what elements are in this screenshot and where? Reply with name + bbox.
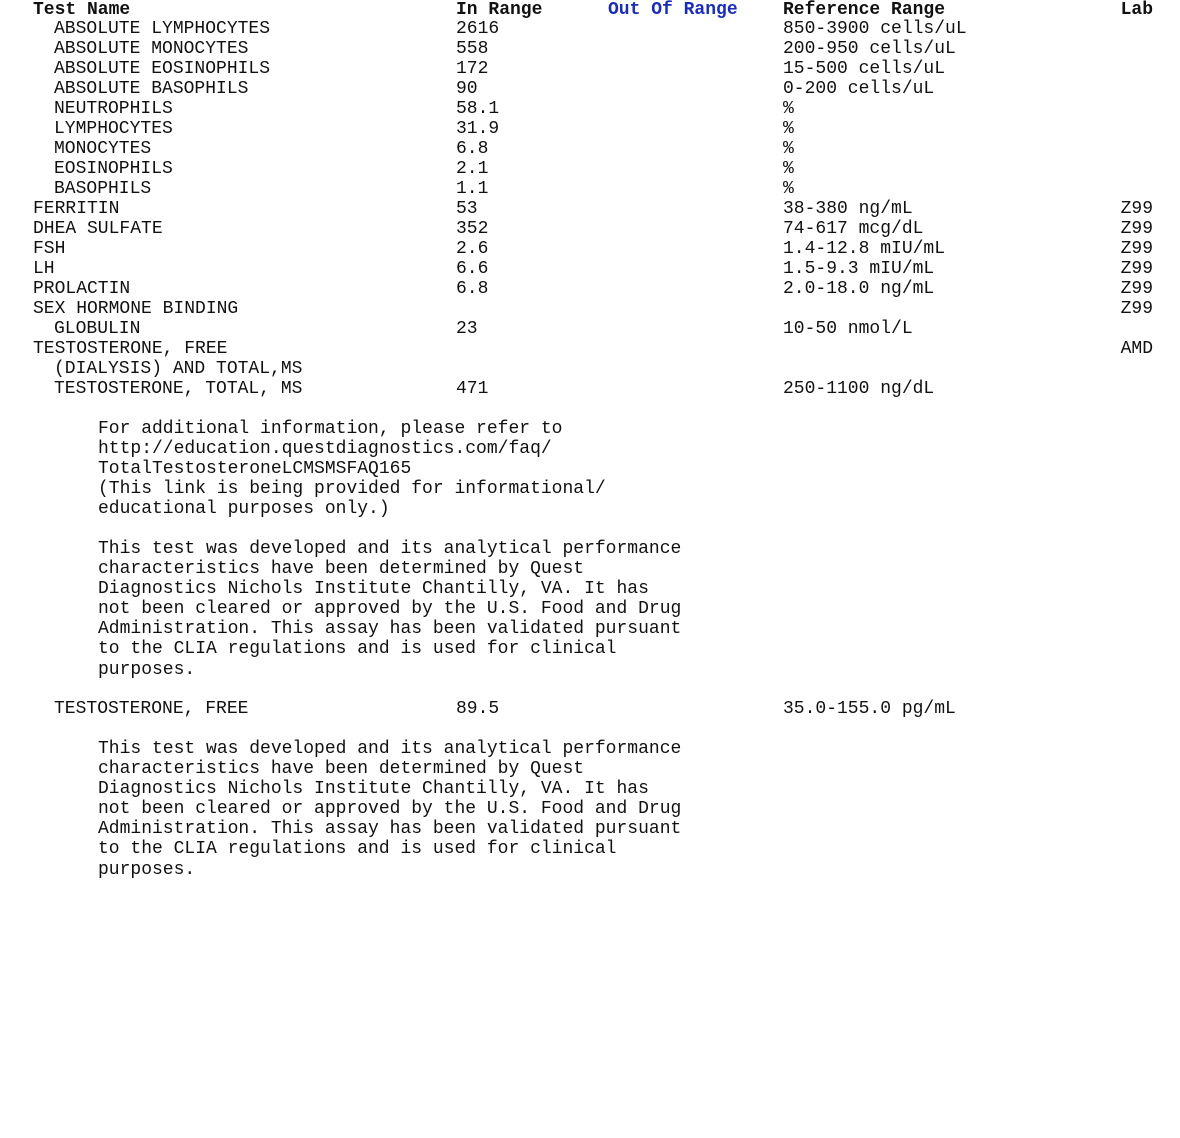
lab-column-header: Lab xyxy=(1120,0,1153,20)
additional-information-note: For additional information, please refer to http://education.questdiagnostics.com/faq/ TotalTestosteroneLCMSMSFAQ165 (This link is being provided for informational/ educational purposes only.) xyxy=(98,419,606,520)
test-name: EOSINOPHILS xyxy=(54,159,173,179)
result-row-absolute-monocytes xyxy=(0,39,1180,59)
result-row-eosinophils xyxy=(0,159,1180,179)
test-name: LYMPHOCYTES xyxy=(54,119,173,139)
test-name: ABSOLUTE EOSINOPHILS xyxy=(54,59,271,79)
test-name: LH xyxy=(33,259,55,279)
result-row-absolute-eosinophils xyxy=(0,59,1180,79)
reference-range: % xyxy=(783,119,794,139)
test-development-disclaimer: This test was developed and its analytical performance characteristics have been determined by Quest Diagnostics Nichols Institute Chantilly, VA. It has not been cleared or approved by the U.S. Food and Drug Administration. This assay has been validated pursuant to the CLIA regulations and is used for clinical purposes. xyxy=(98,739,682,880)
result-row-lh xyxy=(0,259,1180,279)
out-of-range-column-header: Out Of Range xyxy=(608,0,738,20)
reference-range: 74-617 mcg/dL xyxy=(783,219,924,239)
reference-range: 35.0-155.0 pg/mL xyxy=(783,699,956,719)
result-row-ferritin xyxy=(0,199,1180,219)
test-name: PROLACTIN xyxy=(33,279,131,299)
lab-code: Z99 xyxy=(1120,279,1153,299)
result-row-monocytes xyxy=(0,139,1180,159)
in-range-value: 23 xyxy=(456,319,478,339)
test-name: TESTOSTERONE, FREE xyxy=(54,699,249,719)
result-row-basophils xyxy=(0,179,1180,199)
test-name: TESTOSTERONE, TOTAL, MS xyxy=(54,379,303,399)
in-range-value: 31.9 xyxy=(456,119,500,139)
reference-range: 1.5-9.3 mIU/mL xyxy=(783,259,935,279)
in-range-value: 471 xyxy=(456,379,489,399)
result-row-dhea-sulfate xyxy=(0,219,1180,239)
reference-range: 2.0-18.0 ng/mL xyxy=(783,279,935,299)
result-row-testosterone-free-panel xyxy=(0,339,1180,359)
in-range-value: 558 xyxy=(456,39,489,59)
lab-code: AMD xyxy=(1120,339,1153,359)
reference-range-column-header: Reference Range xyxy=(783,0,946,20)
lab-code: Z99 xyxy=(1120,299,1153,319)
in-range-value: 1.1 xyxy=(456,179,489,199)
test-name: TESTOSTERONE, FREE xyxy=(33,339,228,359)
test-name: GLOBULIN xyxy=(54,319,141,339)
reference-range: % xyxy=(783,179,794,199)
test-name: DHEA SULFATE xyxy=(33,219,163,239)
in-range-value: 172 xyxy=(456,59,489,79)
in-range-value: 2616 xyxy=(456,19,500,39)
lab-code: Z99 xyxy=(1120,239,1153,259)
reference-range: % xyxy=(783,139,794,159)
test-name: ABSOLUTE BASOPHILS xyxy=(54,79,249,99)
test-name-column-header: Test Name xyxy=(33,0,131,20)
result-row-neutrophils xyxy=(0,99,1180,119)
result-row-fsh xyxy=(0,239,1180,259)
in-range-value: 58.1 xyxy=(456,99,500,119)
reference-range: % xyxy=(783,99,794,119)
test-name: SEX HORMONE BINDING xyxy=(33,299,239,319)
reference-range: 1.4-12.8 mIU/mL xyxy=(783,239,946,259)
test-name: (DIALYSIS) AND TOTAL,MS xyxy=(54,359,303,379)
in-range-value: 2.1 xyxy=(456,159,489,179)
result-row-sex-hormone-binding xyxy=(0,299,1180,319)
result-row-lymphocytes xyxy=(0,119,1180,139)
in-range-value: 6.8 xyxy=(456,139,489,159)
reference-range: 15-500 cells/uL xyxy=(783,59,946,79)
lab-code: Z99 xyxy=(1120,259,1153,279)
result-row-absolute-basophils xyxy=(0,79,1180,99)
test-name: BASOPHILS xyxy=(54,179,152,199)
test-name: NEUTROPHILS xyxy=(54,99,173,119)
in-range-value: 2.6 xyxy=(456,239,489,259)
result-row-testosterone-total xyxy=(0,379,1180,399)
reference-range: 250-1100 ng/dL xyxy=(783,379,935,399)
lab-code: Z99 xyxy=(1120,219,1153,239)
reference-range: 200-950 cells/uL xyxy=(783,39,956,59)
in-range-column-header: In Range xyxy=(456,0,543,20)
result-row-absolute-lymphocytes xyxy=(0,19,1180,39)
in-range-value: 90 xyxy=(456,79,478,99)
in-range-value: 352 xyxy=(456,219,489,239)
test-name: ABSOLUTE MONOCYTES xyxy=(54,39,249,59)
in-range-value: 6.8 xyxy=(456,279,489,299)
in-range-value: 89.5 xyxy=(456,699,500,719)
reference-range: 850-3900 cells/uL xyxy=(783,19,967,39)
test-name: MONOCYTES xyxy=(54,139,152,159)
result-row-globulin xyxy=(0,319,1180,339)
lab-code: Z99 xyxy=(1120,199,1153,219)
reference-range: 38-380 ng/mL xyxy=(783,199,913,219)
in-range-value: 6.6 xyxy=(456,259,489,279)
reference-range: 0-200 cells/uL xyxy=(783,79,935,99)
test-name: FERRITIN xyxy=(33,199,120,219)
reference-range: 10-50 nmol/L xyxy=(783,319,913,339)
result-row-dialysis-and-total xyxy=(0,359,1180,379)
test-development-disclaimer: This test was developed and its analytical performance characteristics have been determined by Quest Diagnostics Nichols Institute Chantilly, VA. It has not been cleared or approved by the U.S. Food and Drug Administration. This assay has been validated pursuant to the CLIA regulations and is used for clinical purposes. xyxy=(98,539,682,680)
test-name: ABSOLUTE LYMPHOCYTES xyxy=(54,19,271,39)
in-range-value: 53 xyxy=(456,199,478,219)
test-name: FSH xyxy=(33,239,66,259)
result-row-prolactin xyxy=(0,279,1180,299)
result-row-testosterone-free xyxy=(0,699,1180,719)
results-table-header xyxy=(0,0,1180,20)
reference-range: % xyxy=(783,159,794,179)
